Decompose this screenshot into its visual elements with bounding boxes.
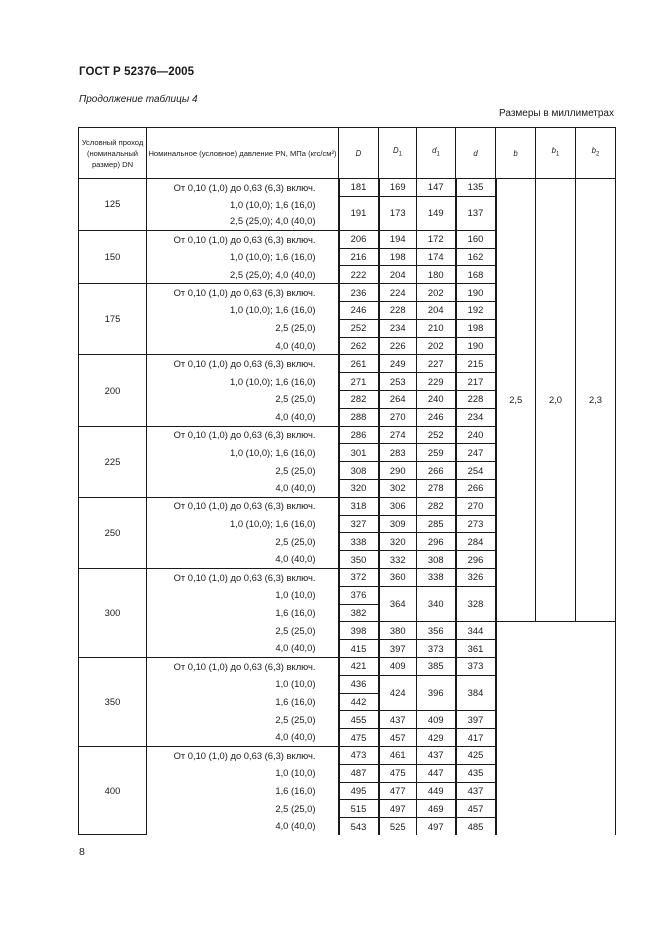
header-b: b <box>496 128 536 179</box>
pn-cell: От 0,10 (1,0) до 0,63 (6,3) включ. <box>147 284 339 302</box>
D1-cell: 360 <box>379 569 417 587</box>
D-cell: 421 <box>339 658 379 676</box>
pn-cell: От 0,10 (1,0) до 0,63 (6,3) включ. <box>147 569 339 587</box>
D-cell: 262 <box>339 337 379 355</box>
pn-cell: 4,0 (40,0) <box>147 551 339 569</box>
d-cell: 192 <box>456 302 496 320</box>
d-cell: 284 <box>456 533 496 551</box>
D-cell: 261 <box>339 355 379 373</box>
table-row <box>79 693 616 711</box>
d1-cell: 172 <box>417 230 456 248</box>
d-cell: 270 <box>456 497 496 515</box>
d1-cell: 278 <box>417 480 456 498</box>
D1-cell: 249 <box>379 355 417 373</box>
header-d: d <box>456 128 496 179</box>
D1-cell: 332 <box>379 551 417 569</box>
D1-cell: 204 <box>379 266 417 284</box>
D-cell: 415 <box>339 640 379 658</box>
D-cell: 398 <box>339 622 379 640</box>
D-cell: 301 <box>339 444 379 462</box>
D1-cell: 397 <box>379 640 417 658</box>
d-cell: 168 <box>456 266 496 284</box>
pn-cell: От 0,10 (1,0) до 0,63 (6,3) включ. <box>147 355 339 373</box>
d-cell: 344 <box>456 622 496 640</box>
d-cell: 215 <box>456 355 496 373</box>
d-cell: 217 <box>456 373 496 391</box>
D1-cell: 264 <box>379 391 417 409</box>
D-cell: 318 <box>339 497 379 515</box>
d-cell: 240 <box>456 426 496 444</box>
pn-cell: 1,0 (10,0); 1,6 (16,0) <box>147 196 339 213</box>
d1-cell: 210 <box>417 319 456 337</box>
D1-cell: 274 <box>379 426 417 444</box>
D-cell: 308 <box>339 462 379 480</box>
pn-cell: 1,0 (10,0); 1,6 (16,0) <box>147 444 339 462</box>
D1-cell: 525 <box>379 818 417 835</box>
d1-cell: 149 <box>417 196 456 230</box>
dn-cell: 225 <box>79 426 147 497</box>
d1-cell: 204 <box>417 302 456 320</box>
pn-cell: 1,6 (16,0) <box>147 693 339 711</box>
D-cell: 372 <box>339 569 379 587</box>
d-cell: 485 <box>456 818 496 835</box>
pn-cell: От 0,10 (1,0) до 0,63 (6,3) включ. <box>147 179 339 197</box>
pn-cell: 4,0 (40,0) <box>147 337 339 355</box>
d-cell: 296 <box>456 551 496 569</box>
pn-cell: 2,5 (25,0) <box>147 800 339 818</box>
D-cell: 320 <box>339 480 379 498</box>
pn-cell: 1,0 (10,0); 1,6 (16,0) <box>147 248 339 266</box>
d1-cell: 202 <box>417 337 456 355</box>
header-pn: Номинальное (условное) давление PN, МПа (кгс/см²) <box>147 128 339 179</box>
dn-cell: 250 <box>79 497 147 568</box>
d-cell: 190 <box>456 337 496 355</box>
D1-cell: 173 <box>379 196 417 230</box>
d1-cell: 356 <box>417 622 456 640</box>
D1-cell: 290 <box>379 462 417 480</box>
pn-cell: 4,0 (40,0) <box>147 729 339 747</box>
page-number: 8 <box>79 846 85 858</box>
pn-cell: 2,5 (25,0); 4,0 (40,0) <box>147 213 339 230</box>
d-cell: 326 <box>456 569 496 587</box>
b1-cell: 2,0 <box>536 179 576 622</box>
header-D: D <box>339 128 379 179</box>
d1-cell: 227 <box>417 355 456 373</box>
d-cell: 457 <box>456 800 496 818</box>
table-row <box>79 782 616 800</box>
d1-cell: 308 <box>417 551 456 569</box>
D1-cell: 320 <box>379 533 417 551</box>
D-cell: 436 <box>339 675 379 693</box>
d1-cell: 246 <box>417 408 456 426</box>
D-cell: 286 <box>339 426 379 444</box>
D1-cell: 283 <box>379 444 417 462</box>
d1-cell: 229 <box>417 373 456 391</box>
D-cell: 288 <box>339 408 379 426</box>
pn-cell: 1,0 (10,0) <box>147 586 339 604</box>
D-cell: 181 <box>339 179 379 197</box>
d1-cell: 429 <box>417 729 456 747</box>
d1-cell: 385 <box>417 658 456 676</box>
header-D1: $D_1$ <box>379 128 417 179</box>
header-b1: $b_1$ <box>536 128 576 179</box>
D1-cell: 477 <box>379 782 417 800</box>
D-cell: 222 <box>339 266 379 284</box>
table-row <box>79 640 616 658</box>
pn-cell: 4,0 (40,0) <box>147 408 339 426</box>
d-cell: 397 <box>456 711 496 729</box>
d-cell: 198 <box>456 319 496 337</box>
d1-cell: 409 <box>417 711 456 729</box>
pn-cell: От 0,10 (1,0) до 0,63 (6,3) включ. <box>147 426 339 444</box>
D1-cell: 306 <box>379 497 417 515</box>
pn-cell: От 0,10 (1,0) до 0,63 (6,3) включ. <box>147 747 339 765</box>
d1-cell: 338 <box>417 569 456 587</box>
b-cell: 2,5 <box>496 179 536 622</box>
d1-cell: 469 <box>417 800 456 818</box>
dn-cell: 150 <box>79 230 147 283</box>
pn-cell: 4,0 (40,0) <box>147 640 339 658</box>
d-cell: 234 <box>456 408 496 426</box>
table-header-row <box>79 128 616 179</box>
pn-cell: От 0,10 (1,0) до 0,63 (6,3) включ. <box>147 230 339 248</box>
pn-cell: 2,5 (25,0) <box>147 622 339 640</box>
pn-cell: 4,0 (40,0) <box>147 480 339 498</box>
b2-cell: 2,3 <box>576 179 616 622</box>
units-note: Размеры в миллиметрах <box>499 108 614 119</box>
dn-cell: 200 <box>79 355 147 426</box>
d-cell: 247 <box>456 444 496 462</box>
D-cell: 382 <box>339 604 379 622</box>
pn-cell: 1,0 (10,0); 1,6 (16,0) <box>147 515 339 533</box>
D1-cell: 497 <box>379 800 417 818</box>
pn-cell: 2,5 (25,0) <box>147 391 339 409</box>
table-row <box>79 729 616 747</box>
pn-cell: 4,0 (40,0) <box>147 818 339 835</box>
d1-cell: 447 <box>417 764 456 782</box>
D-cell: 206 <box>339 230 379 248</box>
pn-cell: 2,5 (25,0) <box>147 462 339 480</box>
d-cell: 437 <box>456 782 496 800</box>
D-cell: 191 <box>339 196 379 230</box>
table-row <box>79 800 616 818</box>
D-cell: 515 <box>339 800 379 818</box>
D-cell: 282 <box>339 391 379 409</box>
d1-cell: 296 <box>417 533 456 551</box>
D-cell: 246 <box>339 302 379 320</box>
dn-cell: 350 <box>79 658 147 747</box>
d1-cell: 240 <box>417 391 456 409</box>
d-cell: 228 <box>456 391 496 409</box>
pn-cell: 1,0 (10,0) <box>147 764 339 782</box>
d1-cell: 497 <box>417 818 456 835</box>
D1-cell: 169 <box>379 179 417 197</box>
pn-cell: 1,6 (16,0) <box>147 604 339 622</box>
D1-cell: 364 <box>379 586 417 622</box>
header-d1: $d_1$ <box>417 128 456 179</box>
table-row <box>79 818 616 835</box>
D1-cell: 380 <box>379 622 417 640</box>
dn-cell: 400 <box>79 747 147 835</box>
D1-cell: 253 <box>379 373 417 391</box>
D-cell: 271 <box>339 373 379 391</box>
d1-cell: 396 <box>417 675 456 711</box>
d-cell: 417 <box>456 729 496 747</box>
D1-cell: 424 <box>379 675 417 711</box>
table-row <box>79 764 616 782</box>
d-cell: 425 <box>456 747 496 765</box>
D1-cell: 198 <box>379 248 417 266</box>
pn-cell: 1,0 (10,0) <box>147 675 339 693</box>
D-cell: 236 <box>339 284 379 302</box>
D1-cell: 224 <box>379 284 417 302</box>
D-cell: 252 <box>339 319 379 337</box>
D-cell: 327 <box>339 515 379 533</box>
d-cell: 135 <box>456 179 496 197</box>
d1-cell: 437 <box>417 747 456 765</box>
d1-cell: 285 <box>417 515 456 533</box>
d1-cell: 340 <box>417 586 456 622</box>
header-b2: $b_2$ <box>576 128 616 179</box>
dn-cell: 175 <box>79 284 147 355</box>
D1-cell: 234 <box>379 319 417 337</box>
d-cell: 373 <box>456 658 496 676</box>
d1-cell: 252 <box>417 426 456 444</box>
pn-cell: От 0,10 (1,0) до 0,63 (6,3) включ. <box>147 497 339 515</box>
d1-cell: 266 <box>417 462 456 480</box>
d-cell: 328 <box>456 586 496 622</box>
d1-cell: 180 <box>417 266 456 284</box>
D1-cell: 457 <box>379 729 417 747</box>
D1-cell: 475 <box>379 764 417 782</box>
d1-cell: 373 <box>417 640 456 658</box>
header-dn: Условный проход (номинальный размер) DN <box>79 128 147 179</box>
table-row <box>79 747 616 765</box>
D-cell: 216 <box>339 248 379 266</box>
D-cell: 543 <box>339 818 379 835</box>
D1-cell: 437 <box>379 711 417 729</box>
D-cell: 350 <box>339 551 379 569</box>
dn-cell: 125 <box>79 179 147 231</box>
D-cell: 475 <box>339 729 379 747</box>
pn-cell: От 0,10 (1,0) до 0,63 (6,3) включ. <box>147 658 339 676</box>
d1-cell: 174 <box>417 248 456 266</box>
d-cell: 160 <box>456 230 496 248</box>
d1-cell: 259 <box>417 444 456 462</box>
D1-cell: 461 <box>379 747 417 765</box>
D-cell: 495 <box>339 782 379 800</box>
table-row <box>79 711 616 729</box>
table-row <box>79 622 616 640</box>
pn-cell: 1,0 (10,0); 1,6 (16,0) <box>147 302 339 320</box>
pn-cell: 2,5 (25,0) <box>147 319 339 337</box>
d-cell: 162 <box>456 248 496 266</box>
pn-cell: 1,6 (16,0) <box>147 782 339 800</box>
flange-dimensions-table <box>78 127 616 835</box>
d-cell: 384 <box>456 675 496 711</box>
table-row <box>79 675 616 693</box>
d-cell: 266 <box>456 480 496 498</box>
d-cell: 361 <box>456 640 496 658</box>
D-cell: 473 <box>339 747 379 765</box>
pn-cell: 2,5 (25,0) <box>147 711 339 729</box>
D1-cell: 270 <box>379 408 417 426</box>
D-cell: 338 <box>339 533 379 551</box>
d1-cell: 449 <box>417 782 456 800</box>
pn-cell: 2,5 (25,0); 4,0 (40,0) <box>147 266 339 284</box>
table-continuation-caption: Продолжение таблицы 4 <box>79 94 198 105</box>
d-cell: 137 <box>456 196 496 230</box>
D1-cell: 302 <box>379 480 417 498</box>
pn-cell: 2,5 (25,0) <box>147 533 339 551</box>
D1-cell: 409 <box>379 658 417 676</box>
d-cell: 190 <box>456 284 496 302</box>
D-cell: 376 <box>339 586 379 604</box>
d1-cell: 147 <box>417 179 456 197</box>
D-cell: 442 <box>339 693 379 711</box>
d-cell: 273 <box>456 515 496 533</box>
dn-cell: 300 <box>79 569 147 658</box>
d-cell: 435 <box>456 764 496 782</box>
D1-cell: 194 <box>379 230 417 248</box>
table-row <box>79 179 616 197</box>
d1-cell: 282 <box>417 497 456 515</box>
D1-cell: 309 <box>379 515 417 533</box>
D-cell: 455 <box>339 711 379 729</box>
D-cell: 487 <box>339 764 379 782</box>
D1-cell: 228 <box>379 302 417 320</box>
D1-cell: 226 <box>379 337 417 355</box>
d1-cell: 202 <box>417 284 456 302</box>
d-cell: 254 <box>456 462 496 480</box>
table-row <box>79 658 616 676</box>
document-title: ГОСТ Р 52376—2005 <box>79 66 195 78</box>
pn-cell: 1,0 (10,0); 1,6 (16,0) <box>147 373 339 391</box>
